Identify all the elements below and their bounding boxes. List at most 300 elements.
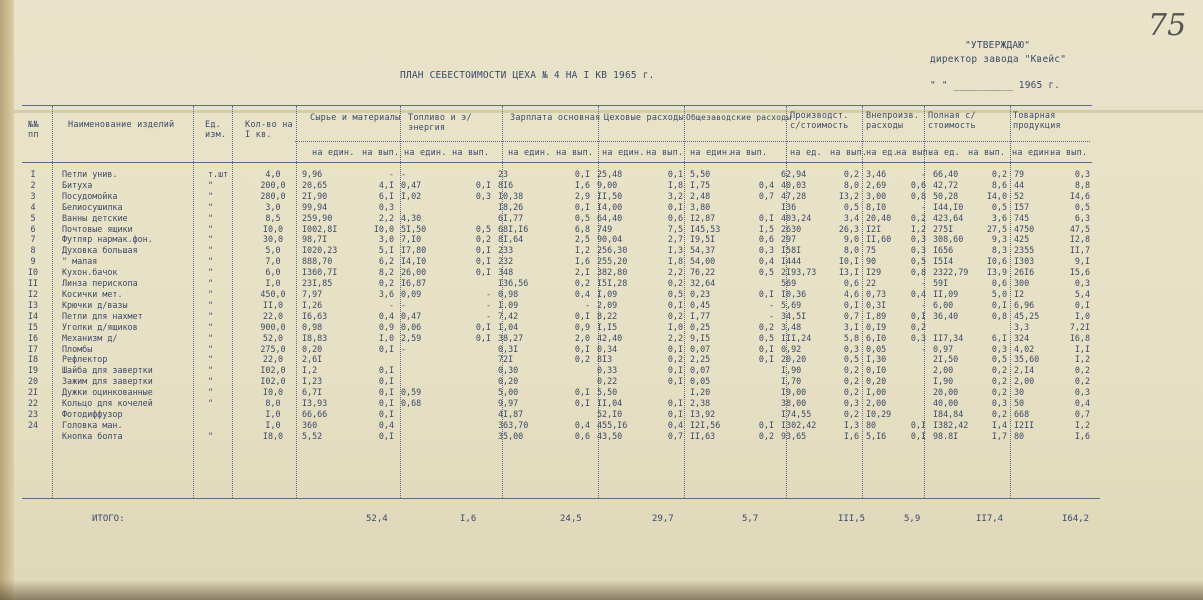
value-cell: 8,0 — [843, 179, 859, 190]
sub-header: на вып. — [452, 148, 490, 158]
value-cell: 0,34 — [597, 343, 618, 354]
row-number-cell: I0 — [27, 267, 39, 278]
value-cell: 0,5 — [667, 288, 683, 299]
value-cell: " — [208, 430, 214, 441]
value-cell: 3,46 — [866, 169, 887, 179]
value-cell: 43,50 — [597, 430, 623, 441]
table-row — [20, 267, 1093, 278]
value-cell: 0,73 — [866, 288, 887, 299]
row-number-cell: 20 — [27, 376, 39, 387]
row-number-cell: 24 — [27, 419, 39, 430]
value-cell: 0,I — [910, 310, 926, 321]
total-value: I64,2 — [1062, 514, 1090, 524]
value-cell: 2,2 — [667, 332, 683, 343]
value-cell: 2,48 — [690, 190, 711, 201]
value-cell: 8I3 — [597, 354, 613, 365]
value-cell — [740, 409, 777, 420]
value-cell: 0,8 — [910, 190, 926, 201]
table-row — [20, 169, 1093, 180]
value-cell: 6,8 — [574, 223, 590, 234]
value-cell: 20,40 — [866, 212, 892, 223]
item-name-cell: Футляр нармак.фон. — [62, 234, 153, 245]
value-cell: - — [768, 310, 774, 321]
value-cell — [556, 409, 593, 420]
value-cell: I,6 — [574, 256, 590, 267]
value-cell: 0,05 — [690, 376, 711, 387]
value-cell: 0,I — [378, 398, 394, 409]
value-cell: I303 — [1014, 256, 1035, 267]
value-cell — [904, 365, 929, 376]
value-cell: II,50 — [597, 190, 623, 201]
sub-header: на един. — [312, 148, 355, 158]
value-cell: 2,I4 — [1014, 365, 1035, 376]
value-cell: 0,3 — [1074, 169, 1090, 179]
value-cell — [457, 398, 494, 409]
value-cell: 22,0 — [262, 354, 284, 365]
value-cell: 4I,87 — [498, 408, 524, 419]
total-value: 29,7 — [652, 514, 674, 524]
value-cell: I020,23 — [302, 245, 338, 256]
row-number-cell: 4 — [30, 201, 36, 212]
value-cell: 275I — [933, 223, 954, 234]
header-prod-cost: Производст. с/стоимость — [790, 111, 849, 131]
value-cell: 8,0 — [265, 398, 281, 409]
value-cell: 0,2 — [667, 310, 683, 321]
value-cell: 68I,I6 — [498, 223, 529, 234]
table-row — [20, 354, 1093, 365]
value-cell: " — [208, 376, 214, 387]
value-cell: I,0 — [667, 321, 683, 332]
value-cell: 98,7I — [302, 234, 328, 245]
value-cell: 0,I — [378, 430, 394, 441]
table-row — [20, 224, 1093, 235]
value-cell: 2355 — [1014, 245, 1035, 256]
value-cell — [740, 202, 777, 213]
value-cell: 0,07 — [690, 343, 711, 354]
value-cell: 0,5 — [991, 354, 1007, 365]
header-bottom-rule — [22, 162, 1092, 163]
value-cell: 0,6 — [910, 179, 926, 190]
item-name-cell: Рефлектор — [62, 354, 108, 365]
header-mid-rule — [295, 141, 1090, 142]
value-cell — [904, 354, 929, 365]
value-cell: 0,92 — [781, 343, 802, 354]
value-cell: 0,I — [378, 387, 394, 398]
value-cell: 0,3 — [991, 398, 1007, 409]
value-cell: 0,2 — [991, 408, 1007, 419]
value-cell: 42,72 — [933, 179, 959, 190]
value-cell: 9,97 — [498, 398, 519, 409]
value-cell — [979, 322, 1010, 333]
value-cell: I8,83 — [302, 332, 328, 343]
value-cell: 66,40 — [933, 169, 959, 179]
value-cell: 25,48 — [597, 169, 623, 179]
value-cell: 2,00 — [933, 365, 954, 376]
value-cell: 0,07 — [690, 365, 711, 376]
value-cell: 35,60 — [1014, 354, 1040, 365]
sub-header: на един. — [404, 148, 447, 158]
value-cell: 0,I — [667, 299, 683, 310]
value-cell: 2I,90 — [302, 190, 328, 201]
value-cell: 455,I6 — [597, 419, 628, 430]
value-cell: I,4 — [991, 419, 1007, 430]
value-cell: 5,50 — [690, 169, 711, 179]
item-name-cell: Ванны детские — [62, 212, 128, 223]
value-cell: I45,53 — [690, 223, 721, 234]
value-cell: 8I6 — [498, 179, 514, 190]
value-cell — [457, 409, 494, 420]
value-cell: 76,22 — [690, 267, 716, 278]
value-cell: 0,5 — [843, 201, 859, 212]
value-cell: 3,0 — [265, 201, 281, 212]
row-number-cell: 5 — [30, 212, 36, 223]
value-cell: I2I,56 — [690, 419, 721, 430]
value-cell: 259,90 — [302, 212, 333, 223]
value-cell: 423,64 — [933, 212, 964, 223]
value-cell — [208, 409, 248, 420]
value-cell: 26,00 — [401, 267, 427, 278]
value-cell: 62,94 — [781, 169, 807, 179]
value-cell: 27,5 — [986, 223, 1007, 234]
value-cell: 0,22 — [597, 376, 618, 387]
item-name-cell: Битуха — [62, 179, 93, 190]
value-cell: 7,5 — [667, 223, 683, 234]
value-cell: I4,6 — [1069, 190, 1090, 201]
item-name-cell: Шайба для завертки — [62, 365, 153, 376]
table-row — [20, 398, 1093, 409]
table-row — [20, 344, 1093, 355]
value-cell: 0,4 — [1074, 398, 1090, 409]
value-cell: 0,I — [378, 343, 394, 354]
value-cell: 0,I — [667, 201, 683, 212]
value-cell: 0,23 — [690, 288, 711, 299]
value-cell: 0,3 — [475, 190, 491, 201]
value-cell: II,7 — [1069, 245, 1090, 256]
header-no: №№ пп — [28, 120, 39, 140]
header-full-cost: Полная с/стоимость — [928, 111, 976, 131]
value-cell: I656 — [933, 245, 954, 256]
value-cell: 0,3 — [843, 398, 859, 409]
value-cell: 7,I0 — [401, 234, 422, 245]
value-cell: 7,97 — [302, 288, 323, 299]
approval-date: " " __________ 1965 г. — [930, 80, 1061, 91]
value-cell: I,5 — [758, 223, 774, 234]
value-cell: 0,4 — [574, 419, 590, 430]
value-cell: I,30 — [866, 354, 887, 365]
value-cell: 0,I — [574, 398, 590, 409]
value-cell: 0,2 — [475, 234, 491, 245]
value-cell — [208, 420, 248, 431]
value-cell: I,75 — [690, 179, 711, 190]
value-cell: 0,2 — [843, 387, 859, 398]
value-cell: - — [920, 299, 926, 310]
value-cell: 5,4 — [1074, 288, 1090, 299]
value-cell: 3,6 — [378, 288, 394, 299]
value-cell: 8,I0 — [866, 201, 887, 212]
value-cell: I302,42 — [781, 419, 817, 430]
value-cell: 2,2 — [378, 212, 394, 223]
value-cell: 0,I — [475, 321, 491, 332]
value-cell: 0,6 — [991, 278, 1007, 289]
value-cell: I,26 — [302, 299, 323, 310]
value-cell: 3,48 — [781, 321, 802, 332]
value-cell: I02,0 — [260, 365, 286, 376]
value-cell: I,0 — [265, 408, 281, 419]
value-cell: 2630 — [781, 223, 802, 234]
value-cell: 79 — [1014, 169, 1025, 179]
value-cell: 0,I — [758, 343, 774, 354]
value-cell: 8,8 — [1074, 179, 1090, 190]
value-cell: - — [920, 278, 926, 289]
value-cell: 38,27 — [498, 332, 524, 343]
value-cell — [740, 398, 777, 409]
value-cell: I36,56 — [498, 278, 529, 289]
table-row — [20, 213, 1093, 224]
value-cell: 5,00 — [498, 387, 519, 398]
value-cell: I0,I — [838, 256, 859, 267]
row-number-cell: 7 — [30, 234, 36, 245]
value-cell: 9,I5 — [690, 332, 711, 343]
value-cell: I9,00 — [781, 387, 807, 398]
value-cell: 6,I0 — [866, 332, 887, 343]
header-top-rule — [22, 105, 1092, 106]
value-cell: 9,00 — [597, 179, 618, 190]
value-cell — [904, 387, 929, 398]
value-cell: 8,3 — [991, 245, 1007, 256]
value-cell: 5,50 — [597, 387, 618, 398]
value-cell: 0,I — [475, 267, 491, 278]
value-cell: 0,20 — [498, 376, 519, 387]
table-row — [20, 191, 1093, 202]
value-cell: 5I,50 — [401, 223, 427, 234]
table-row — [20, 311, 1093, 322]
value-cell: 348 — [498, 267, 514, 278]
value-cell: I,0 — [265, 278, 281, 289]
value-cell: 255,20 — [597, 256, 628, 267]
value-cell: I0,0 — [262, 223, 284, 234]
value-cell: 0,4 — [758, 256, 774, 267]
row-number-cell: II — [27, 278, 39, 289]
row-number-cell: I7 — [27, 343, 39, 354]
value-cell: 2,69 — [866, 179, 887, 190]
header-qty: Кол-во на I кв. — [245, 120, 293, 140]
value-cell: т.шт — [208, 169, 229, 179]
value-cell: 0,I — [758, 419, 774, 430]
value-cell: 5,52 — [302, 430, 323, 441]
table-row — [20, 278, 1093, 289]
table-row — [20, 376, 1093, 387]
item-name-cell: Механизм д/ — [62, 332, 118, 343]
total-value: III,5 — [838, 514, 866, 524]
value-cell: I4,I0 — [401, 256, 427, 267]
sub-header: на вып. — [830, 148, 868, 158]
value-cell: 6I,77 — [498, 212, 524, 223]
value-cell: 20,20 — [781, 354, 807, 365]
value-cell: 0,2 — [758, 430, 774, 441]
value-cell: 0,2 — [843, 365, 859, 376]
value-cell: 0,4 — [758, 179, 774, 190]
value-cell: 0,8 — [910, 267, 926, 278]
value-cell — [904, 376, 929, 387]
total-value: 52,4 — [366, 514, 388, 524]
value-cell: 59I — [933, 278, 949, 289]
value-cell: 6,I — [378, 190, 394, 201]
value-cell: 0,3 — [1074, 278, 1090, 289]
item-name-cell: Духовка большая — [62, 245, 138, 256]
value-cell: 0,3 — [910, 332, 926, 343]
item-name-cell: Кухон.бачок — [62, 267, 118, 278]
value-cell: 0,I — [574, 387, 590, 398]
table-row — [20, 300, 1093, 311]
value-cell: I.09 — [498, 299, 519, 310]
value-cell: 275,0 — [260, 343, 286, 354]
value-cell: II,60 — [866, 234, 892, 245]
value-cell: 200,0 — [260, 179, 286, 190]
value-cell: 8,6 — [991, 179, 1007, 190]
value-cell: 0,7 — [667, 430, 683, 441]
value-cell: I,90 — [781, 365, 802, 376]
value-cell — [457, 431, 494, 442]
value-cell: 8,2 — [378, 267, 394, 278]
value-cell: - — [485, 288, 491, 299]
row-number-cell: I8 — [27, 354, 39, 365]
value-cell: 0,I — [1074, 299, 1090, 310]
value-cell: 0,5 — [910, 256, 926, 267]
value-cell: 450,0 — [260, 288, 286, 299]
value-cell: " — [208, 234, 214, 245]
value-cell: 2,0 — [574, 332, 590, 343]
value-cell — [457, 278, 494, 289]
sub-header: на вып. — [896, 148, 934, 158]
value-cell: 5,I — [378, 245, 394, 256]
value-cell: - — [401, 343, 407, 354]
value-cell: 233 — [498, 245, 514, 256]
value-cell: 360 — [302, 419, 318, 430]
value-cell: " — [208, 245, 214, 256]
value-cell: 7,2I — [1069, 321, 1090, 332]
value-cell: 0,I — [667, 408, 683, 419]
value-cell: I0,36 — [781, 288, 807, 299]
value-cell: - — [920, 201, 926, 212]
value-cell: 0,I — [758, 354, 774, 365]
value-cell: I,2 — [910, 223, 926, 234]
value-cell: I8,0 — [262, 430, 284, 441]
sub-header: на един. — [690, 148, 733, 158]
value-cell: 35,00 — [498, 430, 524, 441]
value-cell — [740, 387, 777, 398]
value-cell: 52 — [1014, 190, 1025, 201]
value-cell: 66,66 — [302, 408, 328, 419]
value-cell: I02,0 — [260, 376, 286, 387]
page-number: 75 — [1148, 8, 1187, 43]
value-cell: 0,5 — [475, 223, 491, 234]
value-cell: 8,0 — [843, 245, 859, 256]
value-cell: 0,9 — [378, 321, 394, 332]
value-cell: 2I93,73 — [781, 267, 817, 278]
value-cell: 0,33 — [597, 365, 618, 376]
value-cell: 2I,50 — [933, 354, 959, 365]
item-name-cell: Крючки д/вазы — [62, 299, 128, 310]
value-cell — [904, 409, 929, 420]
totals-label: ИТОГО: — [92, 514, 125, 524]
value-cell: 6,3 — [1074, 212, 1090, 223]
value-cell: 90,04 — [597, 234, 623, 245]
value-cell: I44,I0 — [933, 201, 964, 212]
value-cell: 3,2 — [667, 190, 683, 201]
value-cell — [397, 376, 457, 387]
value-cell: I5I,28 — [597, 278, 628, 289]
value-cell: I,3 — [843, 419, 859, 430]
value-cell: 4,6 — [843, 288, 859, 299]
value-cell: 0,2 — [758, 321, 774, 332]
value-cell: 0,2 — [910, 321, 926, 332]
sub-header: на вып. — [730, 148, 768, 158]
value-cell: 50,28 — [933, 190, 959, 201]
value-cell: 0,5 — [758, 267, 774, 278]
value-cell: 0,09 — [401, 288, 422, 299]
value-cell: I,90 — [933, 376, 954, 387]
value-cell: 0,I — [910, 419, 926, 430]
value-cell: 0,05 — [866, 343, 887, 354]
value-cell: 300 — [1014, 278, 1030, 289]
value-cell: 30,0 — [262, 234, 284, 245]
sub-header: на ед. — [928, 148, 960, 158]
header-plant-costs: Общезаводские расходы — [686, 113, 792, 122]
value-cell: II,04 — [597, 398, 623, 409]
value-cell: 30 — [1014, 387, 1025, 398]
header-materials: Сырье и материалы — [310, 113, 401, 123]
value-cell: 5,0 — [265, 245, 281, 256]
value-cell: 3,0 — [378, 234, 394, 245]
value-cell: I74,55 — [781, 408, 812, 419]
value-cell: - — [584, 299, 590, 310]
value-cell — [457, 169, 494, 180]
value-cell: 0,3 — [910, 234, 926, 245]
item-name-cell: Головка ман. — [62, 419, 123, 430]
value-cell: 0,5 — [758, 332, 774, 343]
value-cell: I,00 — [866, 387, 887, 398]
total-value: II7,4 — [976, 514, 1004, 524]
value-cell: I8,26 — [498, 201, 524, 212]
value-cell: 40,00 — [933, 398, 959, 409]
value-cell: 0,2 — [667, 354, 683, 365]
value-cell: 0,I — [843, 299, 859, 310]
value-cell: 0,4 — [667, 419, 683, 430]
item-name-cell: Дужки оцинкованные — [62, 387, 153, 398]
item-name-cell: Косички мет. — [62, 288, 123, 299]
value-cell: 0,98 — [498, 288, 519, 299]
table-row — [20, 322, 1093, 333]
value-cell: 0,I — [574, 169, 590, 179]
value-cell: " — [208, 201, 214, 212]
value-cell: I5I4 — [933, 256, 954, 267]
value-cell: - — [485, 310, 491, 321]
table-row — [20, 431, 1093, 442]
value-cell: 52,0 — [262, 332, 284, 343]
value-cell: 0,5 — [1074, 201, 1090, 212]
value-cell: 0,2 — [991, 365, 1007, 376]
value-cell: 0,I — [475, 179, 491, 190]
value-cell: " — [208, 223, 214, 234]
value-cell: 7,0 — [265, 256, 281, 267]
value-cell — [397, 409, 457, 420]
value-cell: 0,3 — [378, 201, 394, 212]
value-cell: 2,2 — [667, 267, 683, 278]
value-cell: I,8 — [667, 256, 683, 267]
value-cell: 3,3 — [1014, 321, 1030, 332]
value-cell: 8,5 — [265, 212, 281, 223]
value-cell: 0,2 — [991, 376, 1007, 387]
